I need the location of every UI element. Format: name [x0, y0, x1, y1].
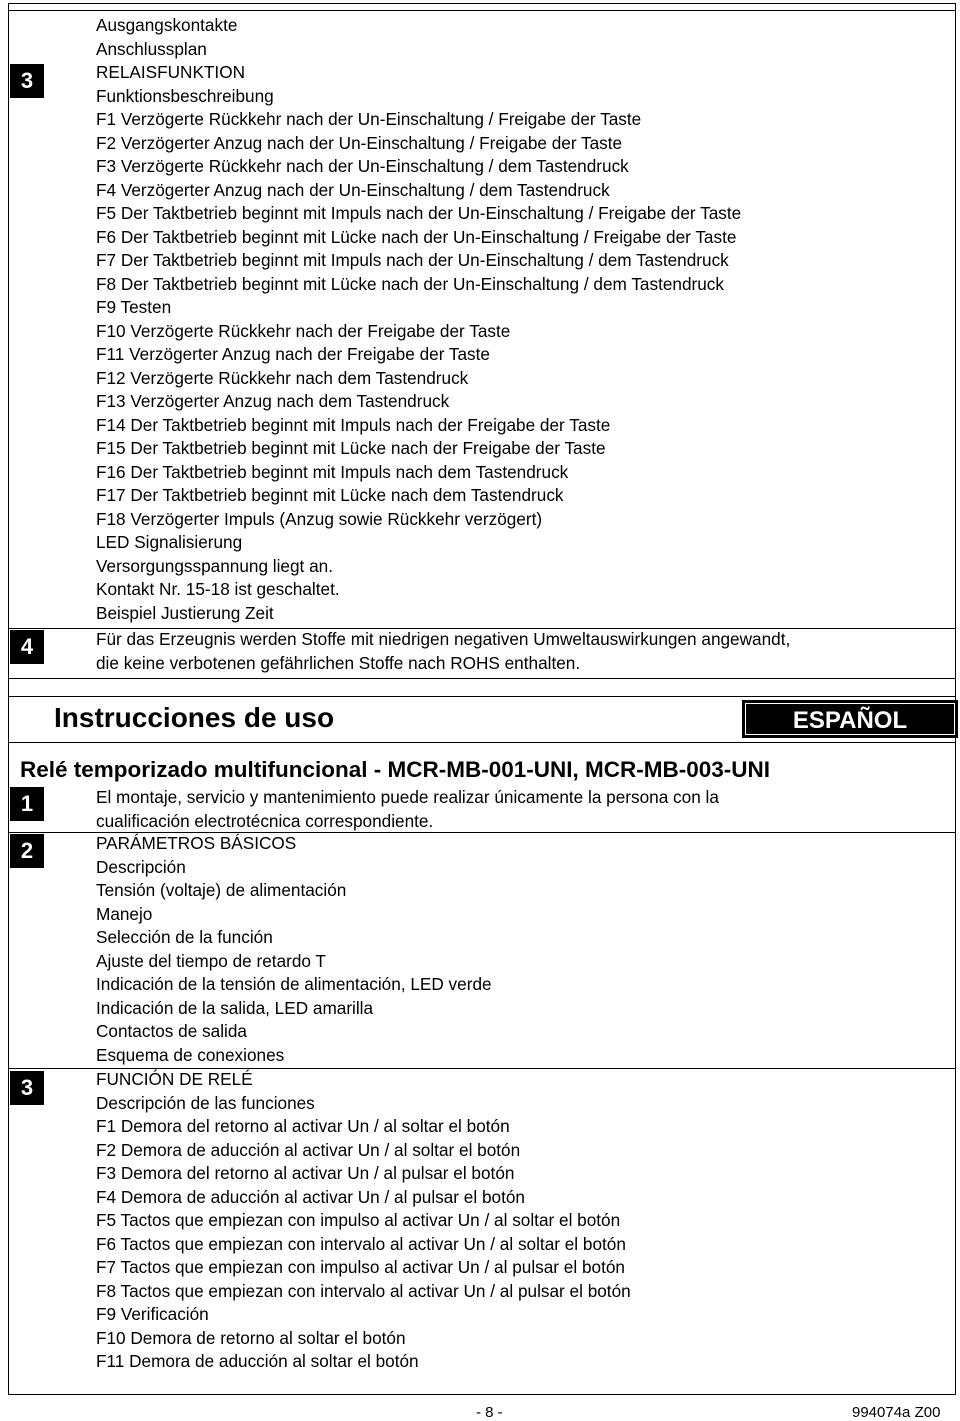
top-rule: [8, 10, 956, 11]
text-line: F2 Demora de aducción al activar Un / al soltar el botón: [96, 1139, 521, 1160]
es-section-2-lines: [96, 832, 492, 1067]
text-line: Indicación de la tensión de alimentación, LED verde: [96, 974, 492, 994]
text-line: Descripción: [96, 856, 186, 877]
text-line: F15 Der Taktbetrieb beginnt mit Lücke nach der Freigabe der Taste: [96, 438, 606, 458]
product-title: Relé temporizado multifuncional - MCR-MB-001-UNI, MCR-MB-003-UNI: [20, 757, 771, 782]
text-line: Esquema de conexiones: [96, 1044, 285, 1065]
text-line: F17 Der Taktbetrieb beginnt mit Lücke nach dem Tastendruck: [96, 485, 564, 505]
text-line: F6 Der Taktbetrieb beginnt mit Lücke nach der Un-Einschaltung / Freigabe der Taste: [96, 226, 737, 247]
text-line: F1 Demora del retorno al activar Un / al soltar el botón: [96, 1116, 510, 1136]
text-line: F9 Testen: [96, 297, 172, 317]
text-line: F7 Tactos que empiezan con impulso al activar Un / al pulsar el botón: [96, 1257, 625, 1277]
text-line: F10 Demora de retorno al soltar el botón: [96, 1327, 406, 1348]
text-line: F3 Verzögerte Rückkehr nach der Un-Einschaltung / dem Tastendruck: [96, 156, 629, 176]
text-line: F1 Verzögerte Rückkehr nach der Un-Einschaltung / Freigabe der Taste: [96, 109, 642, 129]
es-section-1-lines: [96, 786, 719, 833]
text-line: Ajuste del tiempo de retardo T: [96, 950, 326, 971]
text-line: F6 Tactos que empiezan con intervalo al activar Un / al soltar el botón: [96, 1233, 626, 1254]
de-section-3-lines: [96, 14, 741, 625]
text-line: F3 Demora del retorno al activar Un / al pulsar el botón: [96, 1163, 515, 1183]
text-line: F2 Verzögerter Anzug nach der Un-Einschaltung / Freigabe der Taste: [96, 132, 623, 153]
instructions-heading: Instrucciones de uso: [54, 702, 335, 733]
es-section-3-lines: [96, 1068, 631, 1374]
section-number-es-2: 2: [10, 834, 44, 868]
section-divider: [8, 696, 956, 697]
text-line: F5 Tactos que empiezan con impulso al activar Un / al soltar el botón: [96, 1210, 621, 1230]
section-divider: [8, 678, 956, 679]
text-line: F13 Verzögerter Anzug nach dem Tastendruck: [96, 391, 450, 411]
text-line: F14 Der Taktbetrieb beginnt mit Impuls nach der Freigabe der Taste: [96, 414, 611, 435]
text-line: Indicación de la salida, LED amarilla: [96, 997, 374, 1018]
text-line: F4 Demora de aducción al activar Un / al pulsar el botón: [96, 1186, 525, 1207]
text-line: cualificación electrotécnica correspondiente.: [96, 810, 434, 831]
text-line: F10 Verzögerte Rückkehr nach der Freigabe der Taste: [96, 320, 511, 341]
text-line: Selección de la función: [96, 927, 273, 947]
text-line: Contactos de salida: [96, 1021, 247, 1041]
text-line: Manejo: [96, 903, 153, 924]
document-code: 994074a Z00: [852, 1404, 941, 1421]
section-number-es-1: 1: [10, 787, 44, 821]
text-line: F5 Der Taktbetrieb beginnt mit Impuls nach der Un-Einschaltung / Freigabe der Taste: [96, 203, 742, 223]
language-label: ESPAÑOL: [742, 700, 958, 738]
text-line: F7 Der Taktbetrieb beginnt mit Impuls nach der Un-Einschaltung / dem Tastendruck: [96, 250, 729, 270]
text-line: Funktionsbeschreibung: [96, 85, 274, 106]
section-number-es-3: 3: [10, 1071, 44, 1105]
page-number: - 8 -: [476, 1404, 503, 1421]
text-line: F8 Tactos que empiezan con intervalo al activar Un / al pulsar el botón: [96, 1280, 631, 1301]
text-line: F18 Verzögerter Impuls (Anzug sowie Rückkehr verzögert): [96, 508, 543, 529]
text-line: RELAISFUNKTION: [96, 62, 245, 82]
section-number-de-3: 3: [10, 64, 44, 98]
text-line: El montaje, servicio y mantenimiento puede realizar únicamente la persona con la: [96, 787, 719, 807]
text-line: LED Signalisierung: [96, 532, 243, 552]
text-line: PARÁMETROS BÁSICOS: [96, 833, 297, 853]
text-line: F11 Demora de aducción al soltar el botón: [96, 1351, 419, 1371]
text-line: Versorgungsspannung liegt an.: [96, 555, 333, 576]
text-line: Tensión (voltaje) de alimentación: [96, 880, 347, 900]
text-line: FUNCIÓN DE RELÉ: [96, 1069, 253, 1089]
text-line: F4 Verzögerter Anzug nach der Un-Einschaltung / dem Tastendruck: [96, 179, 610, 200]
section-number-de-4: 4: [10, 630, 44, 664]
text-line: F16 Der Taktbetrieb beginnt mit Impuls nach dem Tastendruck: [96, 461, 569, 482]
text-line: Descripción de las funciones: [96, 1092, 315, 1113]
text-line: F8 Der Taktbetrieb beginnt mit Lücke nach der Un-Einschaltung / dem Tastendruck: [96, 273, 724, 294]
text-line: F12 Verzögerte Rückkehr nach dem Tastendruck: [96, 367, 469, 388]
text-line: Ausgangskontakte: [96, 15, 238, 35]
text-line: F9 Verificación: [96, 1304, 209, 1324]
text-line: Anschlussplan: [96, 38, 207, 59]
heading-rule: [8, 742, 956, 743]
text-line: F11 Verzögerter Anzug nach der Freigabe der Taste: [96, 344, 490, 364]
text-line: Beispiel Justierung Zeit: [96, 602, 274, 623]
text-line: Kontakt Nr. 15-18 ist geschaltet.: [96, 579, 340, 599]
text-line: die keine verbotenen gefährlichen Stoffe nach ROHS enthalten.: [96, 652, 581, 673]
text-line: Für das Erzeugnis werden Stoffe mit niedrigen negativen Umweltauswirkungen angewandt,: [96, 629, 791, 649]
de-section-4-lines: [96, 628, 790, 675]
